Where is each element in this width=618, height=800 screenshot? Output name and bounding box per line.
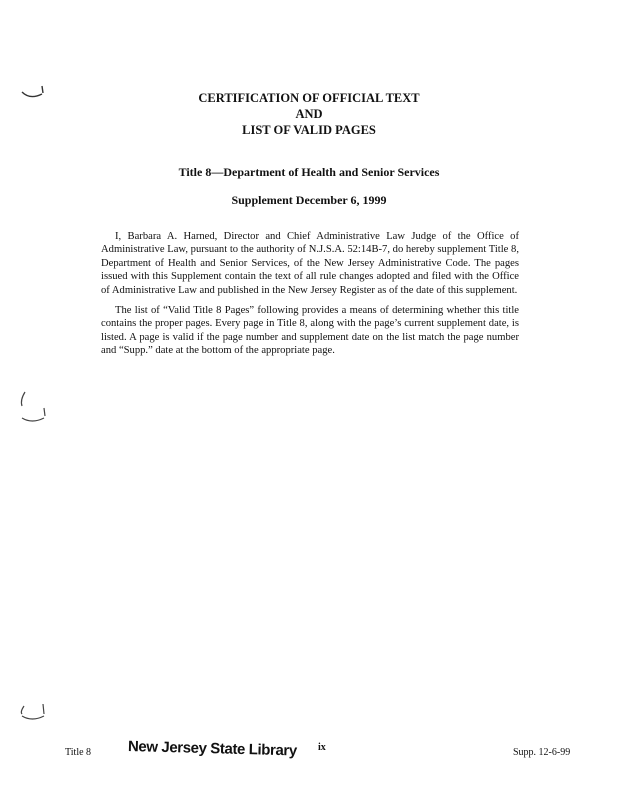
certification-body <box>101 230 519 365</box>
hole-mark-bottom <box>21 704 44 719</box>
footer-supp-date: Supp. 12-6-99 <box>513 747 571 758</box>
heading-line-1: CERTIFICATION OF OFFICIAL TEXT <box>198 91 420 105</box>
footer-title-label: Title 8 <box>65 747 92 758</box>
heading-line-2: AND <box>295 107 323 121</box>
library-stamp: New Jersey State Library <box>127 738 297 760</box>
heading-line-3: LIST OF VALID PAGES <box>242 123 376 137</box>
certification-heading <box>0 90 618 138</box>
paragraph-valid-pages: The list of “Valid Title 8 Pages” following provides a means of determining whether this title contains the proper pages. Every page in Title 8, along with the page’s current supplement date, is listed. A page is valid if the page number and supplement date on the list match the page number and “Supp.” date at the bottom of the appropriate page. <box>101 305 519 357</box>
hole-mark-middle <box>21 392 45 421</box>
footer-page-number: ix <box>318 742 326 753</box>
supplement-date-heading: Supplement December 6, 1999 <box>231 193 387 207</box>
paragraph-certification: I, Barbara A. Harned, Director and Chief Administrative Law Judge of the Office of Administrative Law, pursuant to the authority of N.J.S.A. 52:14B-7, do hereby supplement Title 8, Department of Health and Senior Services, of the New Jersey Administrative Code. The pages issued with this Supplement contain the text of all rule changes adopted and filed with the Office of Administrative Law and published in the New Jersey Register as of the date of this supplement. <box>101 231 519 296</box>
title-heading: Title 8—Department of Health and Senior Services <box>178 165 440 179</box>
